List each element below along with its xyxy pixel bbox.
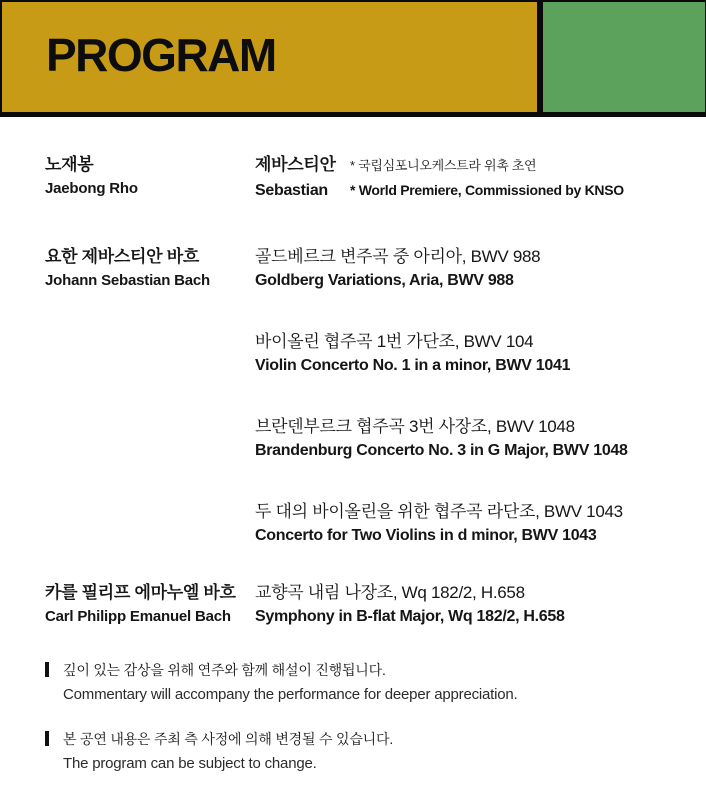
composer-name-ko: 카를 필리프 에마누엘 바흐 <box>45 583 236 602</box>
piece-title-en: Violin Concerto No. 1 in a minor, BWV 1041 <box>255 357 571 374</box>
footnote-en: Commentary will accompany the performance for deeper appreciation. <box>63 686 518 703</box>
footnote-text <box>63 659 518 707</box>
piece-title-en: Goldberg Variations, Aria, BWV 988 <box>255 272 514 289</box>
piece-title-ko: 제바스티안 <box>255 155 336 174</box>
footnote-commentary <box>45 659 676 707</box>
composer-name-en: Carl Philipp Emanuel Bach <box>45 608 231 625</box>
premiere-note-en: * World Premiere, Commissioned by KNSO <box>350 182 624 198</box>
composer-cell <box>45 152 255 201</box>
program-row-jaebong-rho <box>45 152 676 203</box>
piece-title-en: Brandenburg Concerto No. 3 in G Major, BWV 1048 <box>255 442 628 459</box>
piece-sebastian <box>255 152 676 203</box>
piece-two-violins <box>255 499 676 548</box>
composer-name-en: Johann Sebastian Bach <box>45 272 211 289</box>
header-gold-block <box>2 2 537 112</box>
footnote-text <box>63 728 393 776</box>
composer-cell <box>45 244 255 293</box>
piece-title-en: Symphony in B-flat Major, Wq 182/2, H.658 <box>255 608 565 625</box>
footnote-bar-icon <box>45 731 49 746</box>
piece-title-ko: 바이올린 협주곡 1번 가단조, BWV 104 <box>255 332 534 351</box>
header-banner <box>0 0 706 117</box>
premiere-note-ko: * 국립심포니오케스트라 위촉 초연 <box>350 158 537 173</box>
header-green-block <box>543 2 705 112</box>
piece-title-en: Concerto for Two Violins in d minor, BWV 1043 <box>255 527 597 544</box>
footnote-ko: 깊이 있는 감상을 위해 연주와 함께 해설이 진행됩니다. <box>63 662 386 678</box>
footnote-ko: 본 공연 내용은 주최 측 사정에 의해 변경될 수 있습니다. <box>63 731 394 747</box>
composer-name-ko: 노재봉 <box>45 155 94 174</box>
composer-name-en: Jaebong Rho <box>45 180 138 197</box>
pieces-cell <box>255 580 676 629</box>
footnotes <box>0 629 706 776</box>
piece-title-en: Sebastian <box>255 182 328 199</box>
piece-title-ko: 두 대의 바이올린을 위한 협주곡 라단조, BWV 1043 <box>255 502 623 521</box>
pieces-cell <box>255 244 676 548</box>
program-row-cpe-bach <box>45 580 676 629</box>
page-title: PROGRAM <box>46 29 276 81</box>
footnote-subject-to-change <box>45 728 676 776</box>
pieces-cell <box>255 152 676 203</box>
piece-brandenburg-3 <box>255 414 676 463</box>
piece-title-ko: 골드베르크 변주곡 중 아리아, BWV 988 <box>255 247 541 266</box>
program-row-js-bach <box>45 244 676 548</box>
composer-name-ko: 요한 제바스티안 바흐 <box>45 247 199 266</box>
footnote-bar-icon <box>45 662 49 677</box>
piece-title-ko: 교향곡 내림 나장조, Wq 182/2, H.658 <box>255 583 525 602</box>
piece-goldberg <box>255 244 676 293</box>
piece-line-en <box>255 178 676 203</box>
piece-line-ko <box>255 152 676 178</box>
piece-violin-concerto-1 <box>255 329 676 378</box>
footnote-en: The program can be subject to change. <box>63 755 317 772</box>
program-listing <box>0 117 706 629</box>
piece-title-ko: 브란덴부르크 협주곡 3번 사장조, BWV 1048 <box>255 417 575 436</box>
piece-symphony-bflat <box>255 580 676 629</box>
composer-cell <box>45 580 255 629</box>
